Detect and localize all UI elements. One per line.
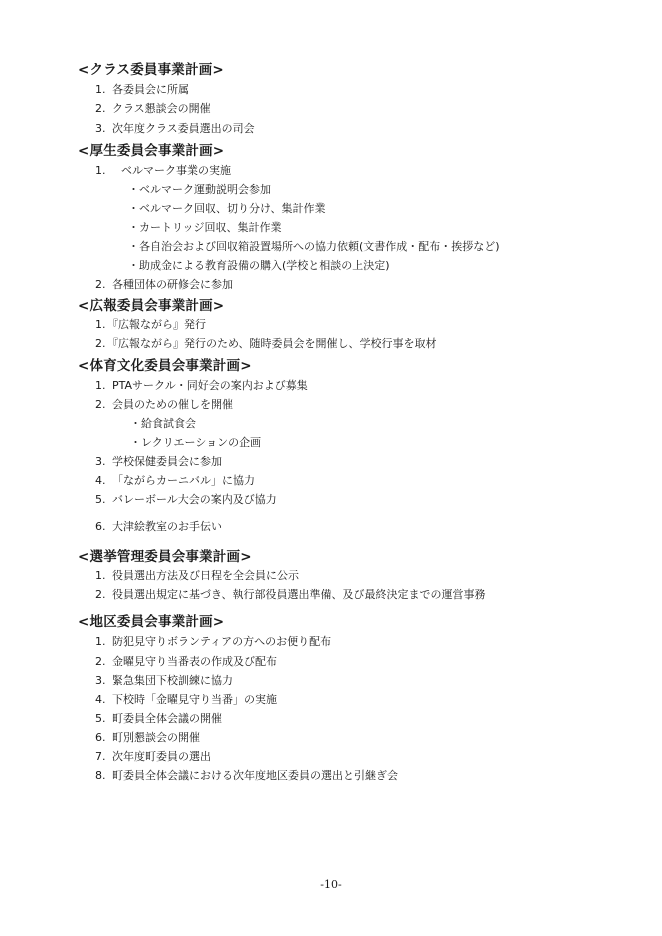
list-item: 5. 町委員全体会議の開催 (95, 712, 222, 725)
sub-item: ・カートリッジ回収、集計作業 (128, 221, 282, 234)
list-item: 2. クラス懇談会の開催 (95, 102, 211, 115)
section-heading-class: <クラス委員事業計画> (78, 62, 224, 78)
section-heading-pr: <広報委員会事業計画> (78, 298, 225, 314)
list-item: 1. 防犯見守りボランティアの方へのお便り配布 (95, 635, 332, 648)
page-number: -10- (320, 878, 342, 891)
list-item: 4. 「ながらカーニバル」に協力 (95, 474, 255, 487)
sub-item: ・レクリエーションの企画 (130, 436, 262, 449)
section-heading-district: <地区委員会事業計画> (78, 614, 225, 630)
list-item: 1. 各委員会に所属 (95, 83, 189, 96)
list-item: 6. 町別懇談会の開催 (95, 731, 200, 744)
section-heading-welfare: <厚生委員会事業計画> (78, 143, 225, 159)
sub-item: ・各自治会および回収箱設置場所への協力依頼(文書作成・配布・挨拶など) (128, 240, 500, 253)
sub-item: ・助成金による教育設備の購入(学校と相談の上決定) (128, 259, 390, 272)
list-item: 6. 大津絵教室のお手伝い (95, 520, 222, 533)
list-item: 2. 金曜見守り当番表の作成及び配布 (95, 655, 277, 668)
sub-item: ・給食試食会 (130, 417, 196, 430)
list-item: 1. 役員選出方法及び日程を全会員に公示 (95, 569, 299, 582)
sub-item: ・ベルマーク回収、切り分け、集計作業 (128, 202, 326, 215)
list-item: 3. 次年度クラス委員選出の司会 (95, 122, 255, 135)
list-item: 1. PTAサークル・同好会の案内および募集 (95, 379, 308, 392)
list-item: 2. 会員のための催しを開催 (95, 398, 233, 411)
list-item: 7. 次年度町委員の選出 (95, 750, 211, 763)
list-item: 5. バレーボール大会の案内及び協力 (95, 493, 277, 506)
list-item: 3. 学校保健委員会に参加 (95, 455, 222, 468)
section-heading-election: <選挙管理委員会事業計画> (78, 549, 252, 565)
list-item: 2. 『広報ながら』発行のため、随時委員会を開催し、学校行事を取材 (95, 337, 437, 350)
list-item: 3. 緊急集団下校訓練に協力 (95, 674, 233, 687)
list-item: 8. 町委員全体会議における次年度地区委員の選出と引継ぎ会 (95, 769, 398, 782)
list-item: 1. 『広報ながら』発行 (95, 318, 206, 331)
list-item: 2. 各種団体の研修会に参加 (95, 278, 233, 291)
list-item: 4. 下校時「金曜見守り当番」の実施 (95, 693, 277, 706)
section-heading-sports: <体育文化委員会事業計画> (78, 358, 252, 374)
list-item: 2. 役員選出規定に基づき、執行部役員選出準備、及び最終決定までの運営事務 (95, 588, 486, 601)
sub-item: ・ベルマーク運動説明会参加 (128, 183, 271, 196)
list-item: 1. ベルマーク事業の実施 (95, 164, 231, 177)
